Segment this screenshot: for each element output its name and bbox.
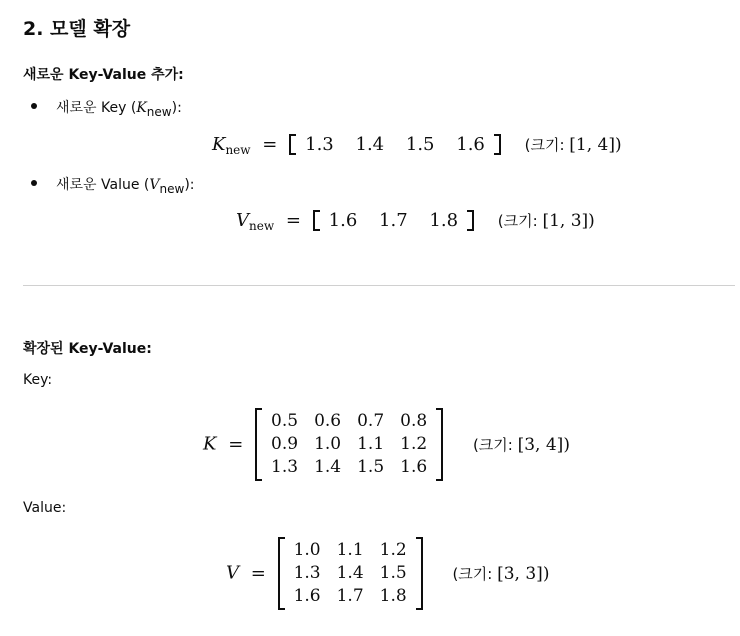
v-matrix-equation: V = 1.0 1.1 1.2 1.3 1.4 1.5 1.6 1.7 1.8 (크기: [3, 3]) (226, 537, 549, 610)
new-kv-heading: 새로운 Key-Value 추가: (23, 67, 184, 83)
new-value-suffix: ): (184, 177, 195, 193)
v-new-value: 1.7 (379, 210, 408, 231)
matrix-cell: 1.4 (336, 563, 364, 583)
new-key-suffix: ): (171, 100, 182, 116)
v-new-value: 1.8 (429, 210, 459, 231)
v-matrix (278, 537, 423, 610)
new-value-symbol: V (149, 177, 160, 193)
matrix-cell: 1.2 (379, 540, 407, 560)
matrix-cell: 1.2 (400, 434, 428, 454)
v-new-vector (313, 210, 474, 231)
k-new-size: [1, 4] (569, 135, 615, 155)
v-new-size-label: (크기: (497, 212, 543, 230)
new-key-item (56, 97, 182, 119)
bullet-icon (31, 180, 37, 186)
matrix-cell: 0.9 (271, 434, 299, 454)
k-matrix-size-label: (크기: (472, 435, 518, 454)
matrix-cell: 1.4 (314, 457, 342, 477)
k-new-size-label: (크기: (524, 136, 570, 154)
k-matrix-equation: K = 0.5 0.6 0.7 0.8 0.9 1.0 1.1 1.2 1.3 1.4 1.5 1.6 (크기: [3, 4]) (203, 408, 570, 481)
matrix-cell: 1.1 (357, 434, 385, 454)
matrix-cell: 0.8 (400, 411, 428, 431)
v-new-equation: $V_{new}$ = 1.6 1.7 1.8 (크기: [1, 3]) (236, 210, 595, 233)
matrix-cell: 0.6 (314, 411, 342, 431)
v-matrix-lhs: V (226, 562, 239, 584)
v-new-lhs: V (236, 210, 249, 231)
k-new-vector (289, 134, 501, 155)
v-matrix-size-label: (크기: (452, 564, 498, 583)
v-new-value: 1.6 (328, 210, 358, 231)
new-key-prefix: 새로운 Key ( (56, 100, 137, 116)
new-value-item (56, 174, 195, 196)
extended-kv-heading: 확장된 Key-Value: (23, 341, 152, 357)
k-new-sub: new (225, 143, 251, 157)
section-title: 2. 모델 확장 (23, 18, 131, 40)
k-matrix-size-close: ) (563, 434, 570, 455)
k-matrix (255, 408, 443, 481)
matrix-cell: 1.3 (293, 563, 321, 583)
new-value-prefix: 새로운 Value ( (56, 177, 150, 193)
k-new-size-close: ) (615, 135, 622, 155)
matrix-cell: 1.6 (400, 457, 428, 477)
matrix-cell: 0.5 (271, 411, 299, 431)
bullet-icon (31, 103, 37, 109)
matrix-cell: 1.6 (293, 586, 321, 606)
matrix-cell: 1.5 (357, 457, 385, 477)
k-new-value: 1.5 (405, 134, 435, 155)
k-new-lhs: K (212, 134, 226, 155)
k-new-value: 1.6 (456, 134, 485, 155)
matrix-cell: 1.7 (336, 586, 364, 606)
value-label: Value: (23, 500, 67, 516)
k-new-value: 1.4 (355, 134, 385, 155)
matrix-cell: 1.8 (379, 586, 407, 606)
k-matrix-size: [3, 4] (517, 434, 564, 455)
matrix-cell: 1.1 (336, 540, 364, 560)
new-value-sub: new (159, 182, 185, 196)
v-new-size-close: ) (588, 211, 595, 231)
v-matrix-size: [3, 3] (497, 563, 543, 584)
k-new-value: 1.3 (305, 134, 334, 155)
v-new-sub: new (249, 219, 275, 233)
matrix-cell: 1.0 (293, 540, 321, 560)
v-matrix-size-close: ) (542, 563, 550, 584)
k-matrix-lhs: K (203, 433, 217, 455)
k-new-equation: $K_{new}$ = 1.3 1.4 1.5 1.6 (크기: [1, 4]) (212, 134, 622, 157)
new-key-sub: new (146, 105, 172, 119)
v-new-size: [1, 3] (542, 211, 589, 231)
matrix-cell: 0.7 (357, 411, 385, 431)
key-label: Key: (23, 372, 53, 388)
matrix-cell: 1.0 (314, 434, 342, 454)
divider (23, 285, 735, 286)
matrix-cell: 1.5 (379, 563, 407, 583)
matrix-cell: 1.3 (271, 457, 299, 477)
new-key-symbol: K (136, 100, 147, 116)
